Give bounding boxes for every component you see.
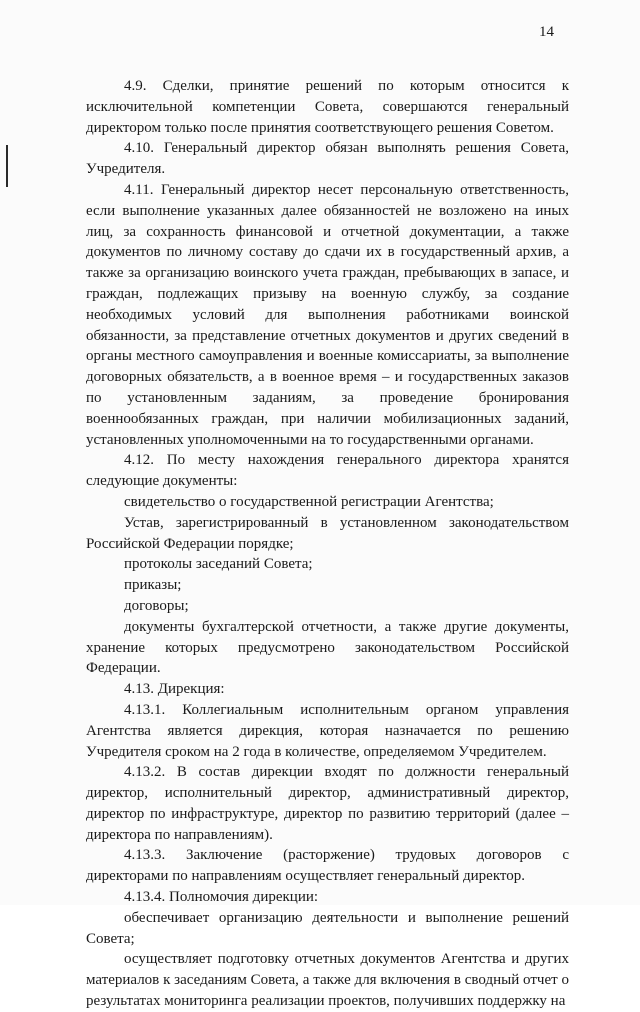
list-item-organization: обеспечивает организацию деятельности и выполнение решений Совета;: [86, 909, 569, 947]
list-item-certificate: свидетельство о государственной регистрации Агентства;: [124, 493, 494, 510]
paragraph-4-13-3: 4.13.3. Заключение (расторжение) трудовых договоров с директорами по направлениям осуществляет генеральный директор.: [86, 847, 569, 885]
document-body: [86, 76, 569, 1012]
list-item-reporting: осуществляет подготовку отчетных документов Агентства и других материалов к заседаниям Совета, а также для включения в сводный отчет о результатах мониторинга реализации проектов, получивших поддержку на: [86, 951, 569, 1010]
paragraph-4-13-1: 4.13.1. Коллегиальным исполнительным органом управления Агентства является дирекция, которая назначается по решению Учредителя сроком на 2 года в количестве, определяемом Учредителем.: [86, 701, 569, 760]
paragraph-4-13-2: 4.13.2. В состав дирекции входят по должности генеральный директор, исполнительный директор, административный директор, директор по инфраструктуре, директор по развитию территорий (далее – директора по направлениям).: [86, 764, 569, 843]
page-number: 14: [539, 24, 554, 40]
paragraph-4-11: 4.11. Генеральный директор несет персональную ответственность, если выполнение указанных далее обязанностей не возложено на иных лиц, за сохранность финансовой и отчетной документации, а также документов по личному составу до сдачи их в государственный архив, а также за организацию воинского учета граждан, пребывающих в запасе, и граждан, подлежащих призыву на военную службу, за создание необходимых условий для выполнения работниками воинской обязанности, за представление отчетных документов и других сведений в органы местного самоуправления и военные комиссариаты, за выполнение договорных обязательств, а в военное время – и государственных заказов по установленным заданиям, за проведение бронирования военнообязанных граждан, при наличии мобилизационных заданий, установленных уполномоченными на то государственными органами.: [86, 181, 569, 448]
margin-mark: [6, 145, 8, 187]
list-item-contracts: договоры;: [124, 597, 189, 614]
list-item-accounting: документы бухгалтерской отчетности, а также другие документы, хранение которых предусмотрено законодательством Российской Федерации.: [86, 618, 569, 677]
paragraph-4-12: 4.12. По месту нахождения генерального директора хранятся следующие документы:: [86, 452, 569, 490]
paragraph-4-13-4: 4.13.4. Полномочия дирекции:: [124, 889, 319, 906]
paragraph-4-9: 4.9. Сделки, принятие решений по которым относится к исключительной компетенции Совета, совершаются генеральный директором только после принятия соответствующего решения Советом.: [86, 78, 569, 136]
list-item-protocols: протоколы заседаний Совета;: [124, 556, 313, 573]
list-item-charter: Устав, зарегистрированный в установленном законодательством Российской Федерации порядке;: [86, 514, 569, 552]
list-item-orders: приказы;: [124, 577, 182, 594]
paragraph-4-10: 4.10. Генеральный директор обязан выполнять решения Совета, Учредителя.: [86, 140, 569, 178]
paragraph-4-13: 4.13. Дирекция:: [124, 681, 225, 698]
